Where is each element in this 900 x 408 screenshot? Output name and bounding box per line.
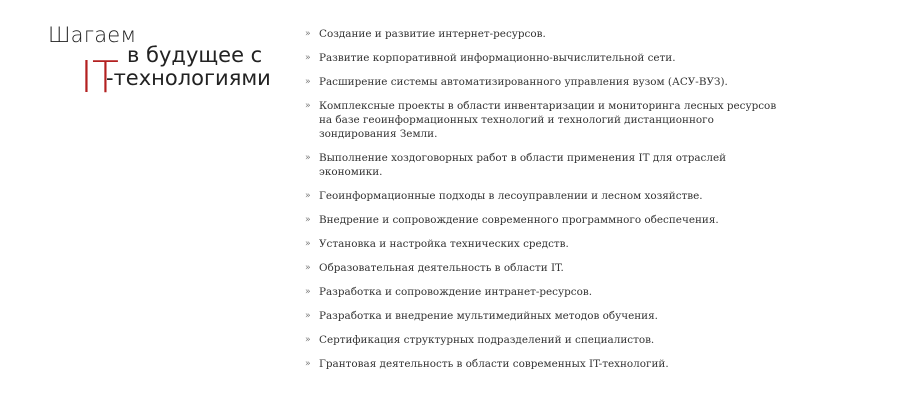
- list-item: [305, 99, 785, 141]
- bullet-icon: »: [305, 191, 311, 201]
- bullet-icon: »: [305, 335, 311, 345]
- list-item: [305, 75, 785, 89]
- list-item: [305, 27, 785, 41]
- list-item-text: Геоинформационные подходы в лесоуправлении и лесном хозяйстве.: [319, 190, 703, 202]
- bullet-icon: »: [305, 215, 311, 225]
- list-item: [305, 285, 785, 299]
- list-item-text: Образовательная деятельность в области IT.: [319, 262, 564, 274]
- slogan-line-1: Шагаем: [48, 23, 137, 47]
- list-item-text: Разработка и сопровождение интранет-ресурсов.: [319, 286, 592, 298]
- list-item: [305, 333, 785, 347]
- list-item-text: Развитие корпоративной информационно-вычислительной сети.: [319, 52, 676, 64]
- list-item-text: Установка и настройка технических средств.: [319, 238, 569, 250]
- slogan: [48, 22, 278, 102]
- list-item: [305, 213, 785, 227]
- slogan-line-3: -технологиями: [106, 66, 271, 90]
- activities-list: [305, 27, 785, 381]
- bullet-icon: »: [305, 311, 311, 321]
- list-item: [305, 237, 785, 251]
- list-item: [305, 189, 785, 203]
- list-item-text: Расширение системы автоматизированного управления вузом (АСУ-ВУЗ).: [319, 76, 728, 88]
- list-item-text: Комплексные проекты в области инвентаризации и мониторинга лесных ресурсов на базе геоинформационных технологий и технологий дистанционного зондирования Земли.: [319, 100, 777, 140]
- list-item: [305, 357, 785, 371]
- list-item: [305, 309, 785, 323]
- list-item: [305, 261, 785, 275]
- list-item-text: Внедрение и сопровождение современного программного обеспечения.: [319, 214, 719, 226]
- slogan-line-2: в будущее с: [127, 43, 263, 67]
- bullet-icon: »: [305, 287, 311, 297]
- slogan-it-highlight: IT: [80, 52, 118, 103]
- bullet-icon: »: [305, 263, 311, 273]
- list-item: [305, 151, 785, 179]
- bullet-icon: »: [305, 359, 311, 369]
- list-item-text: Выполнение хоздоговорных работ в области применения IT для отраслей экономики.: [319, 152, 727, 178]
- list-item: [305, 51, 785, 65]
- bullet-icon: »: [305, 153, 311, 163]
- list-item-text: Создание и развитие интернет-ресурсов.: [319, 28, 546, 40]
- bullet-icon: »: [305, 239, 311, 249]
- bullet-icon: »: [305, 29, 311, 39]
- bullet-icon: »: [305, 53, 311, 63]
- list-item-text: Сертификация структурных подразделений и специалистов.: [319, 334, 655, 346]
- bullet-icon: »: [305, 77, 311, 87]
- list-item-text: Грантовая деятельность в области современных IT-технологий.: [319, 358, 669, 370]
- list-item-text: Разработка и внедрение мультимедийных методов обучения.: [319, 310, 658, 322]
- bullet-icon: »: [305, 101, 311, 111]
